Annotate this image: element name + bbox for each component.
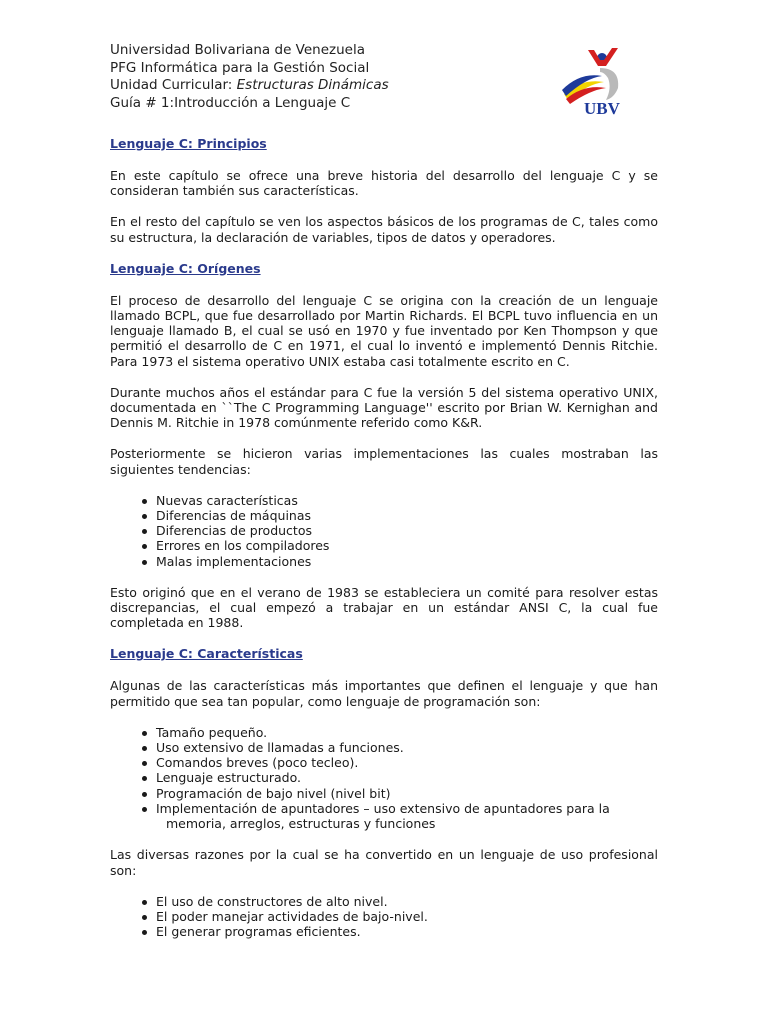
list-item-text: Programación de bajo nivel (nivel bit) <box>156 785 391 801</box>
bullet-icon <box>142 776 147 781</box>
list-item-text: Diferencias de productos <box>156 523 312 539</box>
list-item <box>110 894 658 909</box>
list-item-text: El poder manejar actividades de bajo-nivel. <box>156 908 428 924</box>
list-item <box>110 554 658 569</box>
list-item-text: Uso extensivo de llamadas a funciones. <box>156 740 404 756</box>
list-item-text: Tamaño pequeño. <box>156 724 268 740</box>
logo-text: UBV <box>584 99 620 116</box>
list-item-text-continued: memoria, arreglos, estructuras y funciones <box>166 816 436 832</box>
bullet-icon <box>142 915 147 920</box>
university-name: Universidad Bolivariana de Venezuela <box>110 42 365 58</box>
bullet-icon <box>142 900 147 905</box>
guide-title: Guía # 1:Introducción a Lenguaje C <box>110 94 351 111</box>
section-title-origenes: Lenguaje C: Orígenes <box>110 260 261 276</box>
list-item <box>110 493 658 508</box>
bullet-icon <box>142 544 147 549</box>
list-item <box>110 755 658 770</box>
program-name: PFG Informática para la Gestión Social <box>110 59 370 76</box>
list-item-text: Nuevas características <box>156 492 298 508</box>
bullet-icon <box>142 807 147 812</box>
paragraph: En este capítulo se ofrece una breve historia del desarrollo del lenguaje C y se consideran también sus características. <box>110 168 658 199</box>
bullet-icon <box>142 514 147 519</box>
section-title-principios: Lenguaje C: Principios <box>110 136 267 151</box>
paragraph: Esto originó que en el verano de 1983 se estableciera un comité para resolver estas discrepancias, el cual empezó a trabajar en un estándar ANSI C, la cual fue completada en 1988. <box>110 584 658 631</box>
list-item <box>110 770 658 785</box>
paragraph: El proceso de desarrollo del lenguaje C se origina con la creación de un lenguaje llamado BCPL, que fue desarrollado por Martin Richards. El BCPL tuvo influencia en un lenguaje llamado B, el cual se usó en 1970 y fue inventado por Ken Thompson y que permitió el desarrollo de C en 1971, el cual lo inventó e implementó Dennis Ritchie. Para 1973 el sistema operativo UNIX estaba casi totalmente escrito en C. <box>110 292 658 369</box>
list-item-text: El uso de constructores de alto nivel. <box>156 893 388 909</box>
list-item <box>110 909 658 924</box>
list-item-text: Lenguaje estructurado. <box>156 770 302 786</box>
paragraph: Las diversas razones por la cual se ha convertido en un lenguaje de uso profesional son: <box>110 847 658 878</box>
bullet-icon <box>142 499 147 504</box>
list-item-text: Implementación de apuntadores – uso extensivo de apuntadores para la <box>156 800 610 816</box>
document-header <box>110 42 530 112</box>
paragraph: Durante muchos años el estándar para C fue la versión 5 del sistema operativo UNIX, documentada en ``The C Programming Language'' escrito por Brian W. Kernighan and Dennis M. Ritchie in 1978 comúnmente referido como K&R. <box>110 384 658 431</box>
paragraph: En el resto del capítulo se ven los aspectos básicos de los programas de C, tales como su estructura, la declaración de variables, tipos de datos y operadores. <box>110 214 658 245</box>
list-item <box>110 924 658 939</box>
course-unit <box>110 77 530 95</box>
list-item-text: Diferencias de máquinas <box>156 508 312 524</box>
list-item-text: Errores en los compiladores <box>156 538 330 554</box>
list-item-text: Malas implementaciones <box>156 553 312 569</box>
list-item <box>110 725 658 740</box>
characteristics-list <box>110 725 658 831</box>
ubv-logo <box>558 44 634 116</box>
paragraph: Posteriormente se hicieron varias implementaciones las cuales mostraban las siguientes tendencias: <box>110 446 658 477</box>
document-body <box>110 136 658 939</box>
bullet-icon <box>142 560 147 565</box>
bullet-icon <box>142 731 147 736</box>
bullet-icon <box>142 529 147 534</box>
bullet-icon <box>142 792 147 797</box>
reasons-list <box>110 894 658 940</box>
bullet-icon <box>142 746 147 751</box>
list-item-text: Comandos breves (poco tecleo). <box>156 755 359 771</box>
bullet-icon <box>142 930 147 935</box>
course-unit-label: Unidad Curricular: <box>110 77 237 93</box>
course-unit-title: Estructuras Dinámicas <box>236 77 389 93</box>
tendencies-list <box>110 493 658 569</box>
list-item <box>110 786 658 801</box>
list-item-text: El generar programas eficientes. <box>156 924 361 940</box>
list-item <box>110 523 658 538</box>
paragraph: Algunas de las características más importantes que definen el lenguaje y que han permitido que sea tan popular, como lenguaje de programación son: <box>110 678 658 709</box>
bullet-icon <box>142 761 147 766</box>
logo-figure-body <box>600 68 618 100</box>
list-item <box>110 538 658 553</box>
list-item <box>110 740 658 755</box>
list-item <box>110 508 658 523</box>
list-item <box>110 801 658 831</box>
section-title-caracteristicas: Lenguaje C: Características <box>110 646 303 662</box>
